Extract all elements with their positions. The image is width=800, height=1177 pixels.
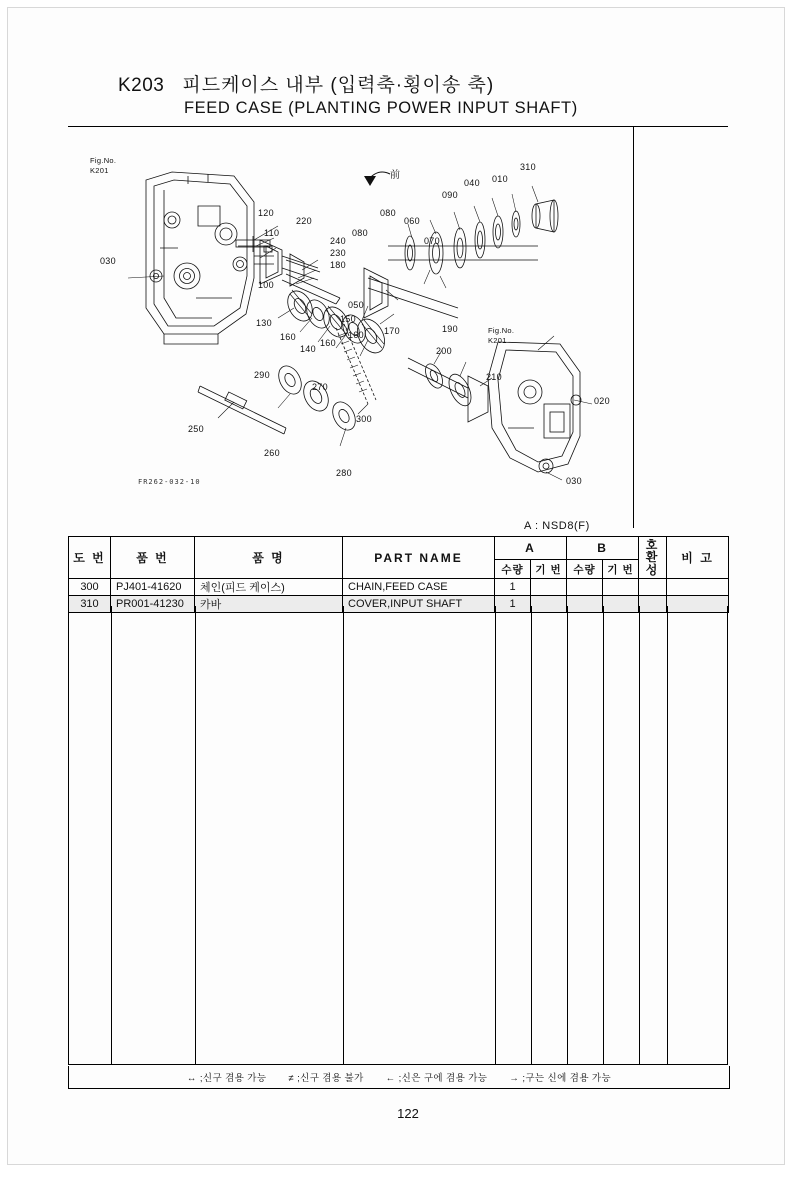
col-header-interchange — [639, 537, 667, 579]
interchange-char-2: 환 — [645, 550, 660, 565]
callout-170: 170 — [384, 326, 400, 336]
table-row[interactable] — [69, 579, 729, 596]
exploded-parts-diagram — [68, 128, 728, 528]
cell-pumbun: PJ401-41620 — [111, 579, 195, 596]
callout-230: 230 — [330, 248, 346, 258]
callout-200: 200 — [436, 346, 452, 356]
col-header-remarks: 비 고 — [667, 537, 729, 579]
cell-qty-a: 1 — [495, 579, 531, 596]
column-rule-6 — [567, 606, 568, 1064]
callout-160-a: 160 — [280, 332, 296, 342]
col-header-qty-a: 수량 — [495, 560, 531, 579]
callout-290: 290 — [254, 370, 270, 380]
col-header-code-b: 기 번 — [603, 560, 639, 579]
parts-table — [68, 536, 729, 613]
col-header-code-a: 기 번 — [531, 560, 567, 579]
col-header-part-name: PART NAME — [343, 537, 495, 579]
column-rule-3 — [343, 606, 344, 1064]
cell-pummyeong: 카바 — [195, 596, 343, 613]
callout-190: 190 — [442, 324, 458, 334]
callout-050: 050 — [348, 300, 364, 310]
callout-240: 240 — [330, 236, 346, 246]
column-rule-2 — [195, 606, 196, 1064]
cell-dobun: 310 — [69, 596, 111, 613]
callout-110: 110 — [264, 228, 280, 238]
parts-table-wrapper — [68, 536, 728, 613]
callout-030-right: 030 — [566, 476, 582, 486]
col-header-group-b: B — [567, 537, 639, 560]
callout-160-c: 160 — [348, 330, 364, 340]
page-header — [68, 70, 728, 118]
callout-130: 130 — [256, 318, 272, 328]
callout-210: 210 — [486, 372, 502, 382]
parts-table-empty-body — [68, 606, 728, 1065]
cell-part-name: CHAIN,FEED CASE — [343, 579, 495, 596]
callout-300: 300 — [356, 414, 372, 424]
callout-090: 090 — [442, 190, 458, 200]
legend-item-interchangeable-both: ↔ ;신구 겸용 가능 — [186, 1073, 267, 1084]
callout-270: 270 — [312, 382, 328, 392]
col-header-pummyeong: 품 명 — [195, 537, 343, 579]
table-header-row-top — [69, 537, 729, 560]
column-rule-7 — [603, 606, 604, 1064]
col-header-qty-b: 수량 — [567, 560, 603, 579]
cell-pummyeong: 체인(피드 케이스) — [195, 579, 343, 596]
callout-250: 250 — [188, 424, 204, 434]
cell-interchange — [639, 579, 667, 596]
page-sheet — [8, 8, 784, 1164]
column-rule-8 — [639, 606, 640, 1064]
drawing-number: FR262-032-10 — [138, 478, 201, 486]
callout-160-b: 160 — [320, 338, 336, 348]
cell-part-name: COVER,INPUT SHAFT — [343, 596, 495, 613]
col-header-pumbun: 품 번 — [111, 537, 195, 579]
legend-item-new-to-old: ← ;신은 구에 겸용 가능 — [385, 1073, 488, 1084]
spec-line: A : NSD8(F) — [524, 520, 590, 532]
callout-010: 010 — [492, 174, 508, 184]
interchange-char-1: 호 — [645, 537, 660, 552]
column-rule-5 — [531, 606, 532, 1064]
callout-180: 180 — [330, 260, 346, 270]
section-code: K203 — [118, 75, 165, 96]
interchange-char-3: 성 — [645, 562, 660, 577]
direction-label: 前 — [390, 170, 401, 181]
cell-remarks — [667, 579, 729, 596]
cell-qty-b — [567, 579, 603, 596]
callout-030-left: 030 — [100, 256, 116, 266]
callout-100: 100 — [258, 280, 274, 290]
callout-020: 020 — [594, 396, 610, 406]
callout-220: 220 — [296, 216, 312, 226]
cell-pumbun: PR001-41230 — [111, 596, 195, 613]
callout-080-a: 080 — [352, 228, 368, 238]
cell-dobun: 300 — [69, 579, 111, 596]
callout-070: 070 — [424, 236, 440, 246]
column-rule-1 — [111, 606, 112, 1064]
section-title-english: FEED CASE (PLANTING POWER INPUT SHAFT) — [184, 99, 578, 117]
section-title-korean: 피드케이스 내부 (입력축·횡이송 축) — [182, 75, 495, 96]
callout-040: 040 — [464, 178, 480, 188]
callout-260: 260 — [264, 448, 280, 458]
cell-code-b — [603, 579, 639, 596]
cell-code-a — [531, 579, 567, 596]
page-number: 122 — [397, 1106, 419, 1121]
legend-bar — [68, 1066, 730, 1089]
callout-060: 060 — [404, 216, 420, 226]
title-row — [68, 70, 728, 97]
callout-140: 140 — [300, 344, 316, 354]
fig-ref-left-label: Fig.No. — [90, 156, 117, 165]
fig-ref-right-label: Fig.No. — [488, 326, 515, 335]
legend-item-not-interchangeable: ≠ ;신구 겸용 불가 — [288, 1073, 364, 1084]
callout-120: 120 — [258, 208, 274, 218]
legend-item-old-to-new: → ;구는 신에 겸용 가능 — [509, 1073, 612, 1084]
col-header-dobun: 도 번 — [69, 537, 111, 579]
callout-310: 310 — [520, 162, 536, 172]
fig-ref-left-value: K201 — [90, 166, 109, 175]
callout-280: 280 — [336, 468, 352, 478]
column-rule-9 — [667, 606, 668, 1064]
cell-qty-a: 1 — [495, 596, 531, 613]
callout-080-b: 080 — [380, 208, 396, 218]
column-rule-4 — [495, 606, 496, 1064]
callout-150: 150 — [340, 314, 356, 324]
fig-ref-right-value: K201 — [488, 336, 507, 345]
col-header-group-a: A — [495, 537, 567, 560]
